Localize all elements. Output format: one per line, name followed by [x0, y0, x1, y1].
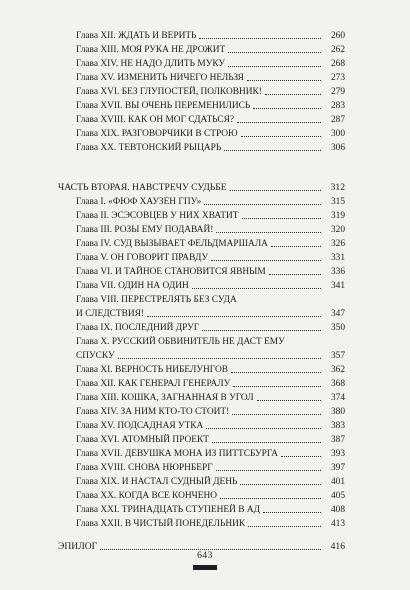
dot-leader — [204, 204, 321, 205]
dot-leader — [231, 372, 321, 373]
toc-chapter-entry — [0, 42, 410, 56]
toc-chapter-entry — [0, 98, 410, 112]
toc-entry-title: Глава XXI. ТРИНАДЦАТЬ СТУПЕНЕЙ В АД — [76, 505, 261, 515]
dot-leader — [206, 428, 321, 429]
page-number: 643 — [197, 551, 213, 561]
toc-entry-title: Глава VI. И ТАЙНОЕ СТАНОВИТСЯ ЯВНЫМ — [76, 267, 266, 277]
dot-leader — [263, 512, 321, 513]
toc-chapter-entry — [0, 474, 410, 488]
toc-entry-page: 347 — [330, 309, 345, 319]
toc-chapter-entry — [0, 502, 410, 516]
toc-chapter-entry — [0, 112, 410, 126]
toc-entry-page: 336 — [330, 267, 345, 277]
toc-part-entry — [0, 180, 410, 194]
toc-entry-page: 262 — [330, 45, 345, 55]
dot-leader — [247, 80, 321, 81]
dot-leader — [228, 66, 321, 67]
toc-chapter-entry — [0, 432, 410, 446]
toc-entry-title: Глава XVIII. КАК ОН МОГ СДАТЬСЯ? — [76, 115, 234, 125]
toc-entry-page: 312 — [330, 182, 345, 193]
toc-entry-title: Глава XII. КАК ГЕНЕРАЛ ГЕНЕРАЛУ — [76, 379, 231, 389]
toc-chapter-entry — [0, 460, 410, 474]
toc-entry-page: 331 — [330, 253, 345, 263]
toc-chapter-entry — [0, 28, 410, 42]
toc-entry-page: 397 — [330, 463, 345, 473]
toc-entry-title: Глава XI. ВЕРНОСТЬ НИБЕЛУНГОВ — [76, 365, 228, 375]
toc-entry-title: Глава IV. СУД ВЫЗЫВАЕТ ФЕЛЬДМАРШАЛА — [76, 239, 268, 249]
toc-entry-page: 287 — [330, 115, 345, 125]
toc-chapter-entry — [0, 376, 410, 390]
dot-leader — [216, 470, 321, 471]
dot-leader — [233, 386, 321, 387]
toc-entry-page: 350 — [330, 323, 345, 333]
toc-entry-page: 306 — [330, 143, 345, 153]
toc-entry-page: 362 — [330, 365, 345, 375]
toc-entry-title: Глава VII. ОДИН НА ОДИН — [76, 281, 189, 291]
toc-chapter-entry — [0, 488, 410, 502]
toc-entry-page: 341 — [330, 281, 345, 291]
toc-chapter-entry — [0, 334, 410, 348]
toc-chapter-entry — [0, 222, 410, 236]
toc-entry-title: Глава XIII. КОШКА, ЗАГНАННАЯ В УГОЛ — [76, 393, 254, 403]
toc-entry-page: 383 — [330, 421, 345, 431]
dot-leader — [224, 150, 321, 151]
toc-entry-page: 387 — [330, 435, 345, 445]
toc-entry-page: 273 — [330, 73, 345, 83]
dot-leader — [253, 108, 321, 109]
toc-entry-page: 368 — [330, 379, 345, 389]
toc-chapter-entry — [0, 126, 410, 140]
toc-entry-title: Глава XIV. НЕ НАДО ДЛИТЬ МУКУ — [76, 59, 226, 69]
toc-entry-page: 413 — [330, 519, 345, 529]
toc-entry-page: 374 — [330, 393, 345, 403]
toc-chapter-entry — [0, 516, 410, 530]
dot-leader — [212, 442, 321, 443]
toc-entry-title: Глава XVIII. СНОВА НЮРНБЕРГ — [76, 463, 213, 473]
toc-entry-page: 319 — [330, 211, 345, 221]
toc-entry-page: 300 — [330, 129, 345, 139]
toc-entry-title: Глава XIX. РАЗГОВОРЧИКИ В СТРОЮ — [76, 129, 238, 139]
toc-entry-page: 279 — [330, 87, 345, 97]
toc-chapter-entry — [0, 446, 410, 460]
dot-leader — [220, 498, 321, 499]
toc-entry-title: Глава XV. ИЗМЕНИТЬ НИЧЕГО НЕЛЬЗЯ — [76, 73, 244, 83]
toc-entry-page: 268 — [330, 59, 345, 69]
toc-entry-title: СПУСКУ — [76, 351, 115, 361]
dot-leader — [241, 136, 321, 137]
toc-chapter-entry — [0, 194, 410, 208]
toc-chapter-entry — [0, 250, 410, 264]
toc-entry-page: 416 — [330, 541, 345, 552]
dot-leader — [257, 400, 321, 401]
dot-leader — [192, 288, 321, 289]
toc-entry-title: ЧАСТЬ ВТОРАЯ. НАВСТРЕЧУ СУДЬБЕ — [58, 182, 227, 193]
toc-entry-title: Глава XV. ПОДСАДНАЯ УТКА — [76, 421, 204, 431]
dot-leader — [269, 274, 321, 275]
toc-chapter-entry — [0, 292, 410, 306]
toc-entry-page: 326 — [330, 239, 345, 249]
toc-chapter-entry — [0, 362, 410, 376]
toc-entry-page: 283 — [330, 101, 345, 111]
toc-chapter-entry — [0, 208, 410, 222]
dot-leader — [265, 94, 321, 95]
toc-chapter-entry — [0, 70, 410, 84]
toc-entry-page: 315 — [330, 197, 345, 207]
toc-chapter-entry — [0, 390, 410, 404]
toc-entry-title: Глава VIII. ПЕРЕСТРЕЛЯТЬ БЕЗ СУДА — [76, 295, 237, 305]
dot-leader — [242, 218, 321, 219]
toc-entry-title: Глава XIX. И НАСТАЛ СУДНЫЙ ДЕНЬ — [76, 477, 238, 487]
dot-leader — [216, 232, 321, 233]
toc-chapter-entry — [0, 236, 410, 250]
toc-chapter-entry — [0, 84, 410, 98]
toc-chapter-entry — [0, 418, 410, 432]
toc-chapter-entry — [0, 320, 410, 334]
toc-entry-title: Глава III. РОЗЫ ЕМУ ПОДАВАЙ! — [76, 225, 214, 235]
dot-leader — [240, 484, 321, 485]
toc-entry-title: Глава XIII. МОЯ РУКА НЕ ДРОЖИТ — [76, 45, 226, 55]
toc-entry-title: Глава XIV. ЗА НИМ КТО-ТО СТОИТ! — [76, 407, 230, 417]
toc-entry-title: Глава XX. ТЕВТОНСКИЙ РЫЦАРЬ — [76, 143, 222, 153]
toc-entry-page: 380 — [330, 407, 345, 417]
dot-leader — [237, 122, 321, 123]
dot-leader — [228, 52, 321, 53]
toc-chapter-entry — [0, 278, 410, 292]
toc-entry-title: Глава XVI. БЕЗ ГЛУПОСТЕЙ, ПОЛКОВНИК! — [76, 87, 262, 97]
dot-leader — [100, 549, 321, 550]
toc-entry-title: И СЛЕДСТВИЯ! — [76, 309, 144, 319]
toc-entry-page: 320 — [330, 225, 345, 235]
dot-leader — [232, 414, 321, 415]
toc-entry-title: Глава XXII. В ЧИСТЫЙ ПОНЕДЕЛЬНИК — [76, 519, 246, 529]
toc-chapter-entry — [0, 306, 410, 320]
toc-chapter-entry — [0, 56, 410, 70]
toc-entry-title: Глава IX. ПОСЛЕДНИЙ ДРУГ — [76, 323, 200, 333]
toc-entry-title: ЭПИЛОГ — [58, 541, 98, 552]
toc-entry-title: Глава II. ЭСЭСОВЦЕВ У НИХ ХВАТИТ — [76, 211, 239, 221]
toc-entry-title: Глава XVII. ДЕВУШКА МОНА ИЗ ПИТТСБУРГА — [76, 449, 279, 459]
toc-entry-page: 401 — [330, 477, 345, 487]
toc-entry-page: 357 — [330, 351, 345, 361]
dot-leader — [202, 330, 321, 331]
toc-entry-title: Глава I. «ФЮФ ХАУЗЕН ГПУ» — [76, 197, 202, 207]
toc-entry-page: 260 — [330, 31, 345, 41]
dot-leader — [118, 358, 321, 359]
dot-leader — [211, 260, 321, 261]
toc-entry-title: Глава V. ОН ГОВОРИТ ПРАВДУ — [76, 253, 209, 263]
dot-leader — [248, 526, 321, 527]
dot-leader — [147, 316, 321, 317]
dot-leader — [230, 190, 321, 191]
toc-chapter-entry — [0, 404, 410, 418]
toc-chapter-entry — [0, 264, 410, 278]
toc-entry-title: Глава X. РУССКИЙ ОБВИНИТЕЛЬ НЕ ДАСТ ЕМУ — [76, 337, 285, 347]
toc-chapter-entry — [0, 140, 410, 154]
toc-chapter-entry — [0, 348, 410, 362]
toc-entry-page: 393 — [330, 449, 345, 459]
toc-entry-title: Глава XII. ЖДАТЬ И ВЕРИТЬ — [76, 31, 197, 41]
folio-bar — [193, 565, 217, 570]
dot-leader — [199, 38, 321, 39]
toc-entry-title: Глава XVI. АТОМНЫЙ ПРОЕКТ — [76, 435, 210, 445]
toc-entry-page: 408 — [330, 505, 345, 515]
dot-leader — [271, 246, 321, 247]
toc-entry-title: Глава XX. КОГДА ВСЕ КОНЧЕНО — [76, 491, 217, 501]
toc-entry-title: Глава XVII. ВЫ ОЧЕНЬ ПЕРЕМЕНИЛИСЬ — [76, 101, 251, 111]
toc-entry-page: 405 — [330, 491, 345, 501]
dot-leader — [281, 456, 321, 457]
